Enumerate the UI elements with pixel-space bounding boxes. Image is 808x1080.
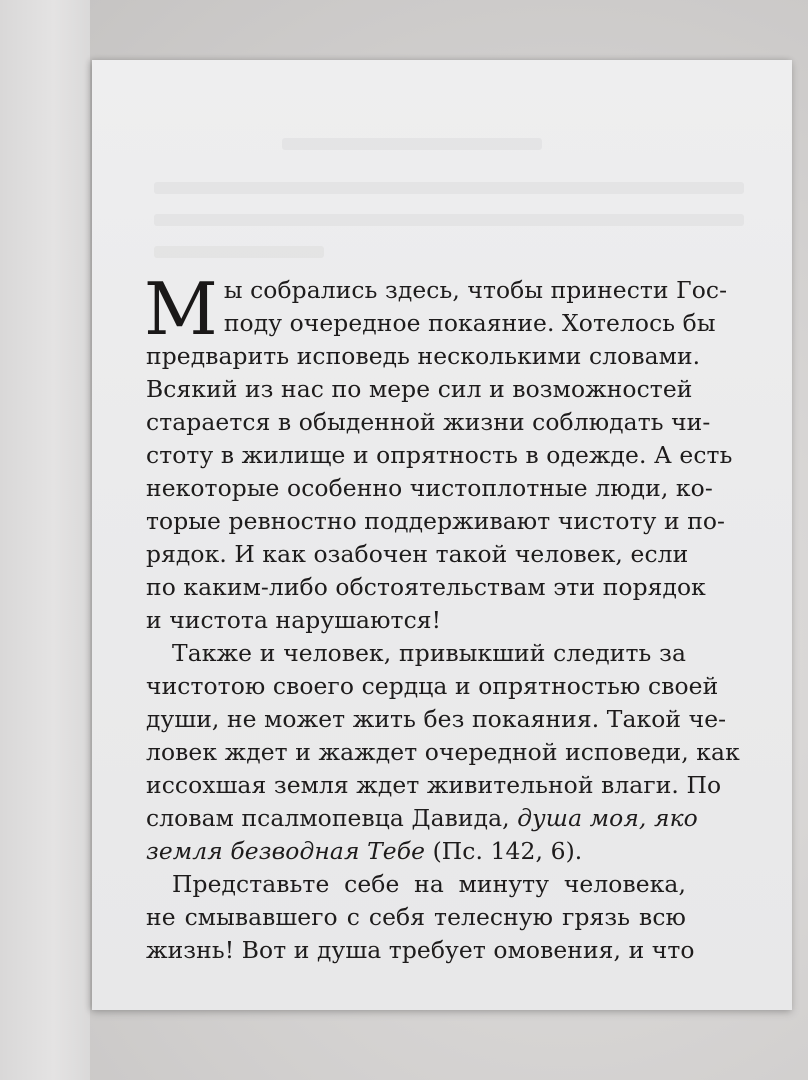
text-line: ловек ждет и жаждет очередной исповеди, как bbox=[146, 738, 740, 766]
text-line: старается в обыденной жизни соблюдать чи- bbox=[146, 408, 711, 436]
bleed-through bbox=[154, 246, 324, 258]
text-line: предварить исповедь несколькими словами. bbox=[146, 342, 701, 370]
text-line: стоту в жилище и опрятность в одежде. А есть bbox=[146, 441, 733, 469]
text-line: не смывавшего с себя телесную грязь всю bbox=[146, 903, 686, 931]
text-line: жизнь! Вот и душа требует омовения, и что bbox=[146, 936, 695, 964]
text-plain: словам псалмопевца Давида, bbox=[146, 804, 518, 832]
paragraph-2 bbox=[146, 637, 740, 868]
text-line: ы собрались здесь, чтобы принести Гос- bbox=[223, 276, 728, 304]
text-line: рядок. И как озабочен такой человек, если bbox=[146, 540, 689, 568]
text-line: Всякий из нас по мере сил и возможностей bbox=[146, 375, 693, 403]
text-line: по каким-либо обстоятельствам эти порядок bbox=[146, 573, 706, 601]
text-line: иссохшая земля ждет живительной влаги. По bbox=[146, 771, 722, 799]
text-line bbox=[146, 835, 686, 868]
paragraph-1 bbox=[144, 267, 733, 637]
paragraph-3 bbox=[146, 868, 695, 967]
psalm-quote: земля безводная Тебе bbox=[146, 837, 426, 865]
bleed-through bbox=[154, 182, 744, 194]
book-edge bbox=[0, 0, 90, 1080]
drop-cap: М bbox=[144, 267, 218, 351]
text-line: чистотою своего сердца и опрятностью своей bbox=[146, 672, 719, 700]
text-line: и чистота нарушаются! bbox=[146, 606, 442, 634]
body-text bbox=[144, 267, 740, 967]
text-line: Представьте себе на минуту человека, bbox=[172, 870, 686, 898]
bleed-through bbox=[282, 138, 542, 150]
psalm-reference: (Пс. 142, 6). bbox=[425, 837, 583, 865]
text-line: души, не может жить без покаяния. Такой че- bbox=[146, 705, 727, 733]
text-line: поду очередное покаяние. Хотелось бы bbox=[223, 309, 716, 337]
text-line: некоторые особенно чистоплотные люди, ко- bbox=[146, 474, 713, 502]
psalm-quote: душа моя, яко bbox=[517, 804, 698, 832]
text-line: Также и человек, привыкший следить за bbox=[172, 639, 686, 667]
text-line: торые ревностно поддерживают чистоту и по- bbox=[146, 507, 726, 535]
bleed-through bbox=[154, 214, 744, 226]
text-line bbox=[146, 802, 698, 835]
